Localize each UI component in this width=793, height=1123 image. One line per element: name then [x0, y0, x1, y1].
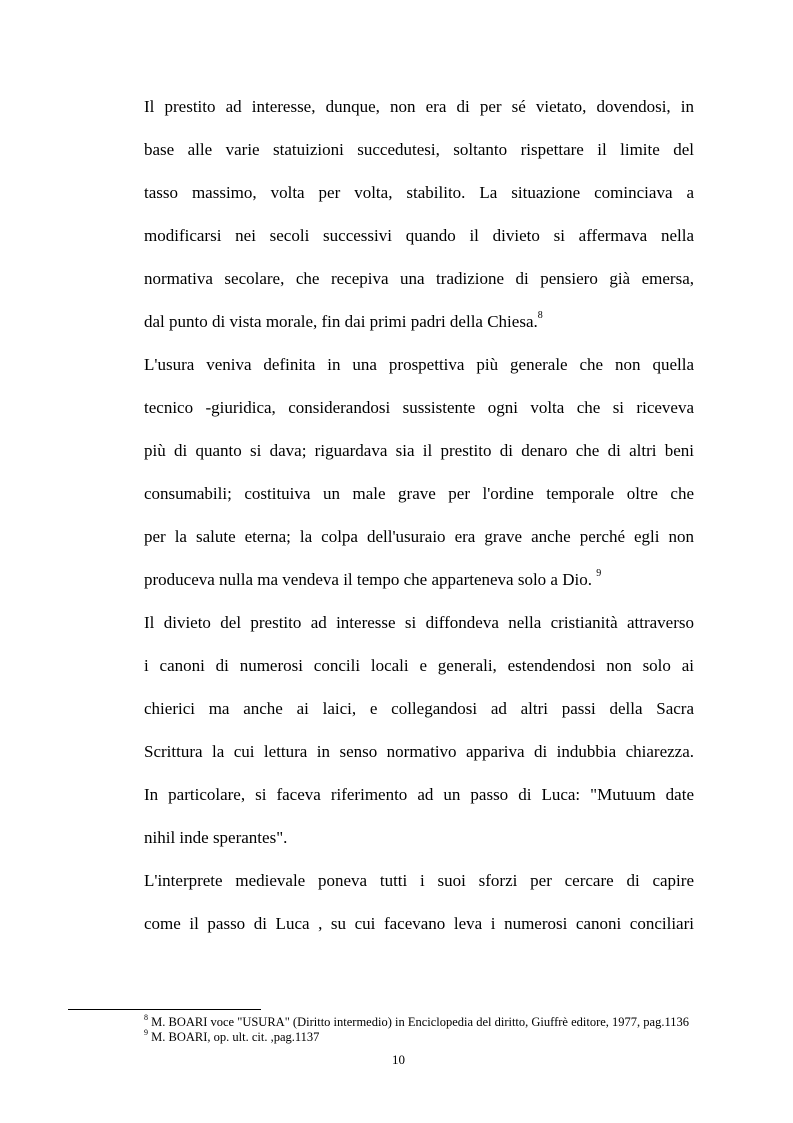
- body-line: modificarsi nei secoli successivi quando il divieto si affermava nella: [144, 226, 694, 245]
- footnote-ref-9[interactable]: 9: [596, 568, 602, 580]
- footnote-ref-8[interactable]: 8: [537, 310, 543, 322]
- body-line: [144, 311, 694, 333]
- body-line: chierici ma anche ai laici, e collegandosi ad altri passi della Sacra: [144, 699, 694, 718]
- footnote-number: 9: [144, 1027, 148, 1037]
- body-line: consumabili; costituiva un male grave per l'ordine temporale oltre che: [144, 484, 694, 503]
- body-line: [144, 569, 694, 591]
- body-line: normativa secolare, che recepiva una tradizione di pensiero già emersa,: [144, 269, 694, 288]
- body-line: per la salute eterna; la colpa dell'usuraio era grave anche perché egli non: [144, 527, 694, 546]
- body-line: nihil inde sperantes".: [144, 828, 288, 847]
- page-number-text: 10: [392, 1052, 405, 1067]
- footnote-text: M. BOARI, op. ult. cit. ,pag.1137: [148, 1030, 320, 1044]
- body-line: Il divieto del prestito ad interesse si diffondeva nella cristianità attraverso: [144, 613, 694, 632]
- body-line: In particolare, si faceva riferimento ad un passo di Luca: "Mutuum date: [144, 785, 694, 804]
- page-number: [0, 1052, 793, 1068]
- body-line: i canoni di numerosi concili locali e generali, estendendosi non solo ai: [144, 656, 694, 675]
- body-line: base alle varie statuizioni succedutesi, soltanto rispettare il limite del: [144, 140, 694, 159]
- body-line-text: dal punto di vista morale, fin dai primi padri della Chiesa.: [144, 312, 538, 331]
- body-line: Scrittura la cui lettura in senso normativo appariva di indubbia chiarezza.: [144, 742, 694, 761]
- footnote-9: [144, 1027, 320, 1045]
- footnote-8: [144, 1012, 690, 1030]
- footnote-number: 8: [144, 1012, 148, 1022]
- body-line-text: produceva nulla ma vendeva il tempo che apparteneva solo a Dio.: [144, 570, 597, 589]
- body-line: Il prestito ad interesse, dunque, non era di per sé vietato, dovendosi, in: [144, 97, 694, 116]
- footnote-divider: [68, 1009, 261, 1010]
- footnote-text: M. BOARI voce "USURA" (Diritto intermedio) in Enciclopedia del diritto, Giuffrè editore, 1977, pag.1136: [148, 1015, 690, 1029]
- body-line: L'usura veniva definita in una prospettiva più generale che non quella: [144, 355, 694, 374]
- body-line: come il passo di Luca , su cui facevano leva i numerosi canoni conciliari: [144, 914, 694, 933]
- body-line: più di quanto si dava; riguardava sia il prestito di denaro che di altri beni: [144, 441, 694, 460]
- body-line: tecnico -giuridica, considerandosi sussistente ogni volta che si riceveva: [144, 398, 694, 417]
- body-line: L'interprete medievale poneva tutti i suoi sforzi per cercare di capire: [144, 871, 694, 890]
- body-line: tasso massimo, volta per volta, stabilito. La situazione cominciava a: [144, 183, 694, 202]
